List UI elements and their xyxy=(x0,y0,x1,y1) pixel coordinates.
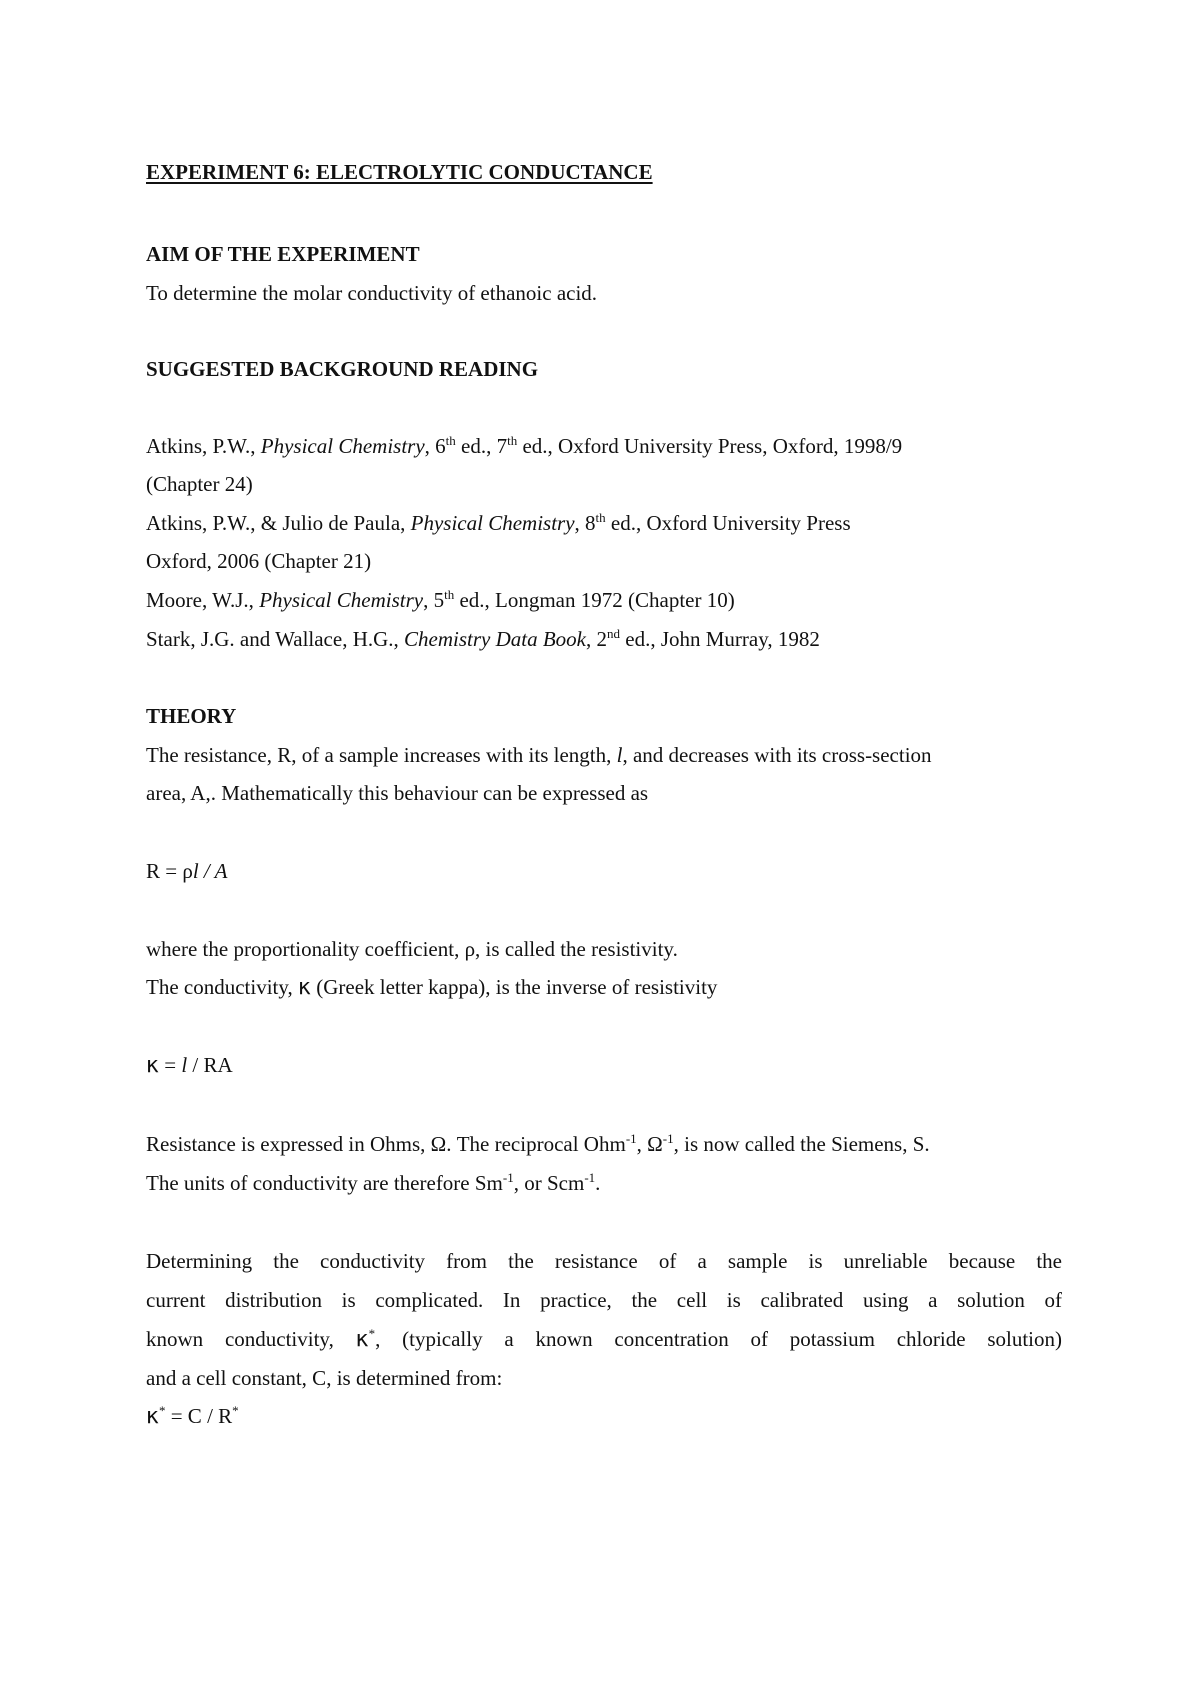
reading-heading: SUGGESTED BACKGROUND READING xyxy=(146,357,539,381)
resistance-units: Resistance is expressed in Ohms, Ω. The reciprocal Ohm$^{-1}$, $\Omega^{-1}$, is now called the Siemens, S. xyxy=(146,1131,930,1156)
calibration-paragraph-line-2: current distribution is complicated. In practice, the cell is calibrated using a solution of xyxy=(146,1288,1062,1312)
reference-3: Moore, W.J., Physical Chemistry, 5th ed., Longman 1972 (Chapter 10) xyxy=(146,587,735,612)
theory-paragraph-1-line-1: The resistance, R, of a sample increases with its length, l, and decreases with its cross-section xyxy=(146,743,932,767)
reference-2-chapter: Oxford, 2006 (Chapter 21) xyxy=(146,549,372,573)
calibration-paragraph-line-1: Determining the conductivity from the resistance of a sample is unreliable because the xyxy=(146,1249,1062,1273)
reference-2: Atkins, P.W., & Julio de Paula, Physical Chemistry, 8th ed., Oxford University Press xyxy=(146,510,851,535)
resistivity-definition: where the proportionality coefficient, ρ, is called the resistivity. xyxy=(146,937,678,961)
conductivity-units: The units of conductivity are therefore $Sm^{-1}$, or Scm$^{-1}$. xyxy=(146,1170,601,1195)
reference-1-chapter: (Chapter 24) xyxy=(146,472,253,496)
aim-heading: AIM OF THE EXPERIMENT xyxy=(146,242,420,266)
cell-constant-equation: κ* = C / R* xyxy=(146,1403,239,1429)
conductivity-definition: The conductivity, κ (Greek letter kappa), is the inverse of resistivity xyxy=(146,975,718,1000)
conductivity-equation: κ = l / RA xyxy=(146,1053,233,1078)
aim-text: To determine the molar conductivity of ethanoic acid. xyxy=(146,281,598,305)
calibration-paragraph-line-3: known conductivity, κ*, (typically a known concentration of potassium chloride solution) xyxy=(146,1326,1063,1352)
reference-4: Stark, J.G. and Wallace, H.G., Chemistry Data Book, 2nd ed., John Murray, 1982 xyxy=(146,626,820,651)
theory-paragraph-1-line-2: area, A,. Mathematically this behaviour can be expressed as xyxy=(146,781,649,805)
document-title: EXPERIMENT 6: ELECTROLYTIC CONDUCTANCE xyxy=(146,160,653,184)
calibration-paragraph-line-4: and a cell constant, C, is determined from: xyxy=(146,1366,503,1390)
resistivity-equation: R = ρl / A xyxy=(146,859,228,883)
reference-1: Atkins, P.W., Physical Chemistry, 6th ed., 7th ed., Oxford University Press, Oxford, 1998/9 xyxy=(146,433,903,458)
theory-heading: THEORY xyxy=(146,704,237,728)
